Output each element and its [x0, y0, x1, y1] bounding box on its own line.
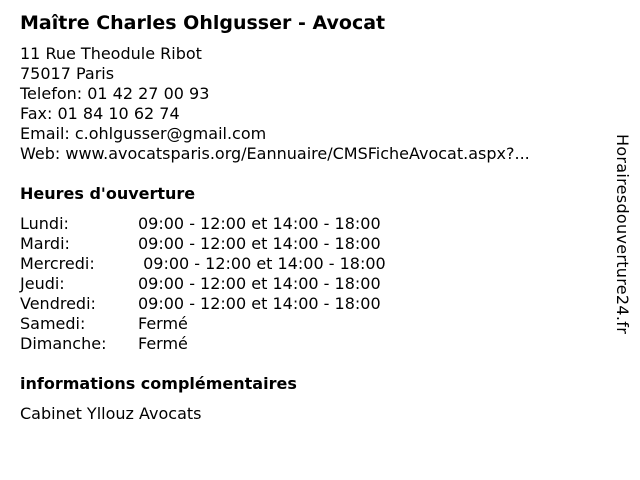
day-label: Mercredi: [20, 254, 95, 273]
day-label: Dimanche: [20, 334, 107, 353]
hours-row-monday [20, 214, 386, 234]
day-label: Lundi: [20, 214, 69, 233]
hours-row-sunday [20, 334, 386, 354]
day-label: Samedi: [20, 314, 86, 333]
fax-number: Fax: 01 84 10 62 74 [20, 104, 180, 123]
time-value: 09:00 - 12:00 et 14:00 - 18:00 [138, 274, 381, 293]
day-label: Jeudi: [20, 274, 65, 293]
day-label: Mardi: [20, 234, 70, 253]
opening-hours-table [20, 214, 386, 354]
hours-row-friday [20, 294, 386, 314]
info-text: Cabinet Yllouz Avocats [20, 404, 202, 423]
website-url: Web: www.avocatsparis.org/Eannuaire/CMSFicheAvocat.aspx?... [20, 144, 530, 163]
hours-row-thursday [20, 274, 386, 294]
city-address: 75017 Paris [20, 64, 115, 83]
site-watermark: Horairesdouverture24.fr [613, 134, 632, 335]
hours-row-wednesday [20, 254, 386, 274]
time-value: 09:00 - 12:00 et 14:00 - 18:00 [138, 254, 386, 273]
time-value: 09:00 - 12:00 et 14:00 - 18:00 [138, 294, 381, 313]
contact-block [20, 44, 530, 164]
time-value: Fermé [138, 314, 188, 333]
info-heading: informations complémentaires [20, 374, 297, 393]
street-address: 11 Rue Theodule Ribot [20, 44, 202, 63]
page-title: Maître Charles Ohlgusser - Avocat [20, 12, 386, 34]
hours-heading: Heures d'ouverture [20, 184, 196, 203]
time-value: 09:00 - 12:00 et 14:00 - 18:00 [138, 214, 381, 233]
day-label: Vendredi: [20, 294, 96, 313]
time-value: Fermé [138, 334, 188, 353]
phone-number: Telefon: 01 42 27 00 93 [20, 84, 210, 103]
hours-row-tuesday [20, 234, 386, 254]
time-value: 09:00 - 12:00 et 14:00 - 18:00 [138, 234, 381, 253]
email-address: Email: c.ohlgusser@gmail.com [20, 124, 267, 143]
hours-row-saturday [20, 314, 386, 334]
